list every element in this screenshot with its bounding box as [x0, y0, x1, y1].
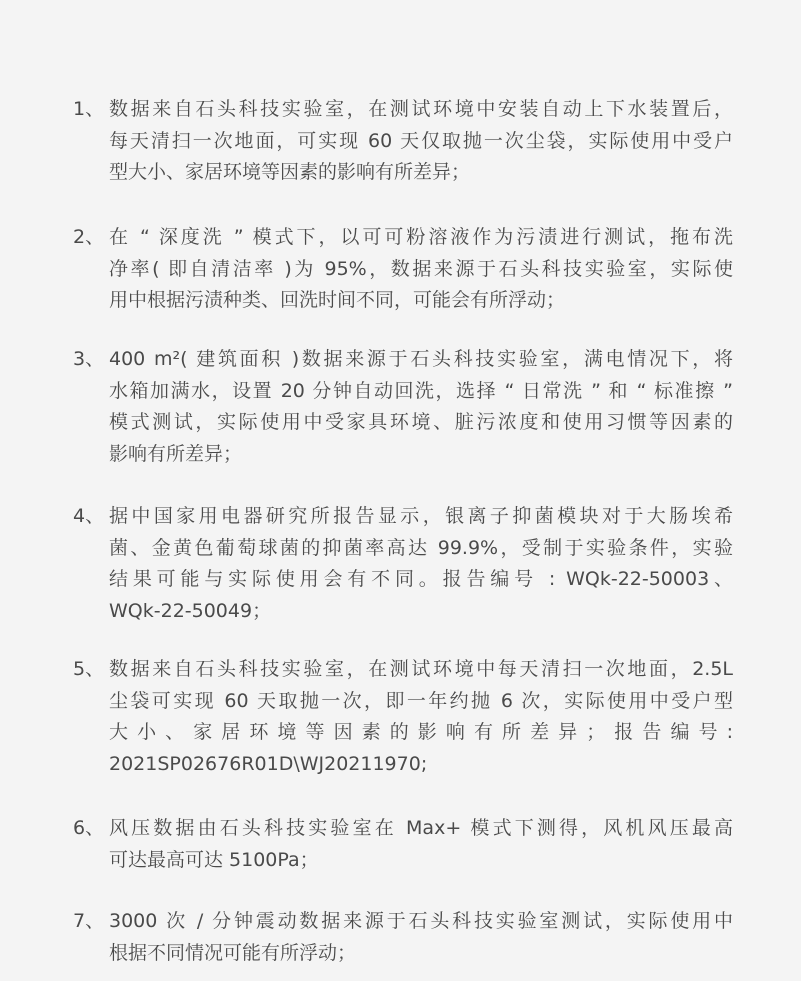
note-number: 2、	[73, 226, 105, 248]
note-text	[109, 501, 733, 627]
note-number: 5、	[73, 658, 105, 680]
note-line: 水箱加满水，设置 20 分钟自动回洗，选择 “ 日常洗 ” 和 “ 标准擦 ”	[109, 379, 733, 402]
note-line: 结果可能与实际使用会有不同。报告编号 : WQk-22-50003、	[109, 568, 733, 590]
note-number: 4、	[73, 505, 105, 527]
note-number: 7、	[73, 910, 105, 932]
note-line: 根据不同情况可能有所浮动；	[109, 941, 357, 964]
note-line: 3000 次 / 分钟震动数据来源于石头科技实验室测试，实际使用中	[109, 910, 733, 932]
note-line: 影响有所差异；	[109, 442, 243, 465]
note-7	[73, 906, 733, 969]
note-text	[109, 906, 733, 969]
note-text	[109, 344, 733, 470]
note-line: 净率( 即自清洁率 )为 95%，数据来源于石头科技实验室，实际使	[109, 257, 733, 280]
note-1	[73, 94, 733, 189]
note-4	[73, 501, 733, 627]
note-line: 用中根据污渍种类、回洗时间不同，可能会有所浮动；	[109, 289, 566, 311]
note-text	[109, 654, 733, 780]
note-line: 菌、金黄色葡萄球菌的抑菌率高达 99.9%，受制于实验条件，实验	[109, 536, 733, 559]
note-line: 数据来自石头科技实验室，在测试环境中安装自动上下水装置后，	[109, 98, 733, 120]
note-line: 在 “ 深度洗 ” 模式下，以可可粉溶液作为污渍进行测试，拖布洗	[109, 226, 733, 248]
note-line: 可达最高可达 5100Pa；	[109, 848, 319, 871]
note-line: 据中国家用电器研究所报告显示，银离子抑菌模块对于大肠埃希	[109, 505, 733, 527]
note-line: 模式测试，实际使用中受家具环境、脏污浓度和使用习惯等因素的	[109, 411, 733, 433]
note-number: 6、	[73, 817, 105, 839]
note-text	[109, 94, 733, 189]
note-line: 尘袋可实现 60 天取抛一次，即一年约抛 6 次，实际使用中受户型	[109, 689, 733, 712]
note-line: 数据来自石头科技实验室，在测试环境中每天清扫一次地面，2.5L	[109, 658, 733, 680]
note-3	[73, 344, 733, 470]
note-number: 3、	[73, 348, 105, 370]
note-line: 400 m²( 建筑面积 )数据来源于石头科技实验室，满电情况下，将	[109, 348, 733, 370]
note-line: 型大小、家居环境等因素的影响有所差异；	[109, 161, 471, 183]
note-line: WQk-22-50049；	[109, 599, 272, 622]
note-number: 1、	[73, 98, 105, 120]
note-text	[109, 222, 733, 317]
note-line: 2021SP02676R01D\WJ20211970;	[109, 752, 428, 775]
note-2	[73, 222, 733, 317]
note-5	[73, 654, 733, 780]
note-line: 风压数据由石头科技实验室在 Max+ 模式下测得，风机风压最高	[109, 817, 733, 839]
note-6	[73, 813, 733, 876]
note-text	[109, 813, 733, 876]
note-line: 大小、家居环境等因素的影响有所差异；报告编号:	[109, 721, 733, 743]
note-line: 每天清扫一次地面，可实现 60 天仅取抛一次尘袋，实际使用中受户	[109, 129, 733, 152]
